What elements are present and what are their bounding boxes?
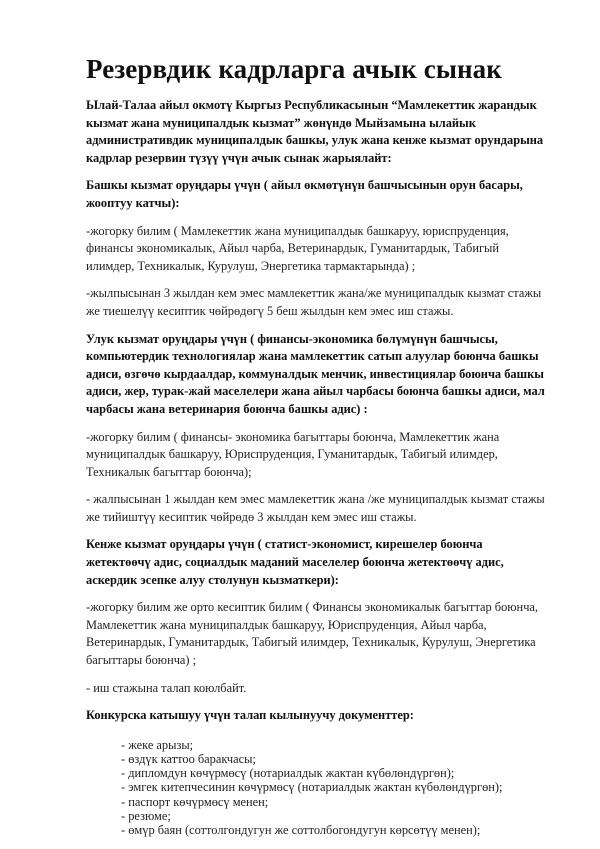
requirement-experience: - иш стажына талап коюлбайт. bbox=[86, 680, 247, 695]
intro-paragraph: Ылай-Талаа айыл окмотү Кыргыз Республикасынын “Мамлекеттик жарандык кызмат жана муниципалдык кызмат” жөнүндө Мыйзамына ылайык административдик муниципалдык башкы, улук жана кенже кызмат орундарына кадрлар резервин түзүү үчүн ачык сынак жарыялайт: bbox=[86, 98, 544, 165]
list-item: - резюме; bbox=[121, 808, 171, 823]
section-chief-positions bbox=[86, 331, 546, 527]
page-title: Резервдик кадрларга ачык сынак bbox=[86, 54, 502, 84]
requirement-education: -жогорку билим же орто кесиптик билим ( Финансы экономикалык багыттар боюнча, Мамлекеттик жана муниципалдык башкаруу, Юриспруденция, Айыл чарба, Ветеринардык, Гуманитардык, Табигый илимдер, Техникалык, Курулуш, Энергетика багыттары боюнча) ; bbox=[86, 600, 539, 668]
section-heading: Башкы кызмат оруңдары үчүн ( айыл өкмөтүнүн башчысынын орун басары, жооптуу катчы): bbox=[86, 178, 523, 210]
section-heading: Улук кызмат оруңдары үчүн ( финансы-экономика бөлүмүнүн башчысы, компьютердик технологиялар жана мамлекеттик сатып алуулар боюнча башкы адиси, өзгөчө кырдаалдар, коммуналдык менчик, инвестициялар боюнча башкы адиси, жер, турак-жай маселелери жана айыл чарбасы боюнча башкы адиси, мал чарбасы жана ветеринария боюнча башкы адис) : bbox=[86, 331, 545, 416]
list-item: - өздүк каттоо баракчасы; bbox=[121, 752, 256, 767]
list-item: - паспорт көчүрмөсү менен; bbox=[121, 794, 269, 809]
documents-list bbox=[86, 738, 546, 837]
requirement-experience: - жалпысынан 1 жылдан кем эмес мамлекеттик жана /же муниципалдык кызмат стажы же тийиштүү кесиптик чөйрөдө 3 жылдан кем эмес иш стажы. bbox=[86, 492, 545, 524]
section-senior-positions bbox=[86, 177, 546, 320]
requirement-experience: -жылпысынан 3 жылдан кем эмес мамлекеттик жана/же муниципалдык кызмат стажы же тиешелүү кесиптик чөйрөдөгү 5 беш жылдын кем эмес иш стажы. bbox=[86, 286, 542, 318]
list-item: - эмгек китепчесинин көчүрмөсү (нотариалдык жактан күбөлөндүргөн); bbox=[121, 780, 503, 795]
list-item: - дипломдун көчүрмөсү (нотариалдык жактан күбөлөндүргөн); bbox=[121, 766, 455, 781]
list-item: - өмүр баян (соттолгондугун же соттолбогондугун көрсөтүү менен); bbox=[121, 823, 481, 838]
section-required-documents bbox=[86, 707, 546, 837]
list-item: - жеке арызы; bbox=[121, 737, 194, 752]
requirement-education: -жогорку билим ( финансы- экономика багыттары боюнча, Мамлекеттик жана муниципалдык башкаруу, Юриспруденция, Гуманитардык, Табигый илимдер, Техникалык багыттар боюнча); bbox=[86, 429, 500, 479]
document-page bbox=[86, 52, 546, 837]
section-junior-positions bbox=[86, 536, 546, 697]
section-heading: Кенже кызмат оруңдары үчүн ( статист-экономист, кирешелер боюнча жетектөөчү адис, социалдык маданий маселелер боюнча жетектөөчү адис, аскердик эсепке алуу столунун кызматкери): bbox=[86, 537, 504, 587]
documents-heading: Конкурска катышуу үчүн талап кылынуучу документтер: bbox=[86, 708, 414, 723]
requirement-education: -жогорку билим ( Мамлекеттик жана муниципалдык башкаруу, юриспруденция, финансы экономикалык, Айыл чарба, Ветеринардык, Гуманитардык, Табигый илимдер, Техникалык, Курулуш, Энергетика тармактарында) ; bbox=[86, 223, 509, 273]
